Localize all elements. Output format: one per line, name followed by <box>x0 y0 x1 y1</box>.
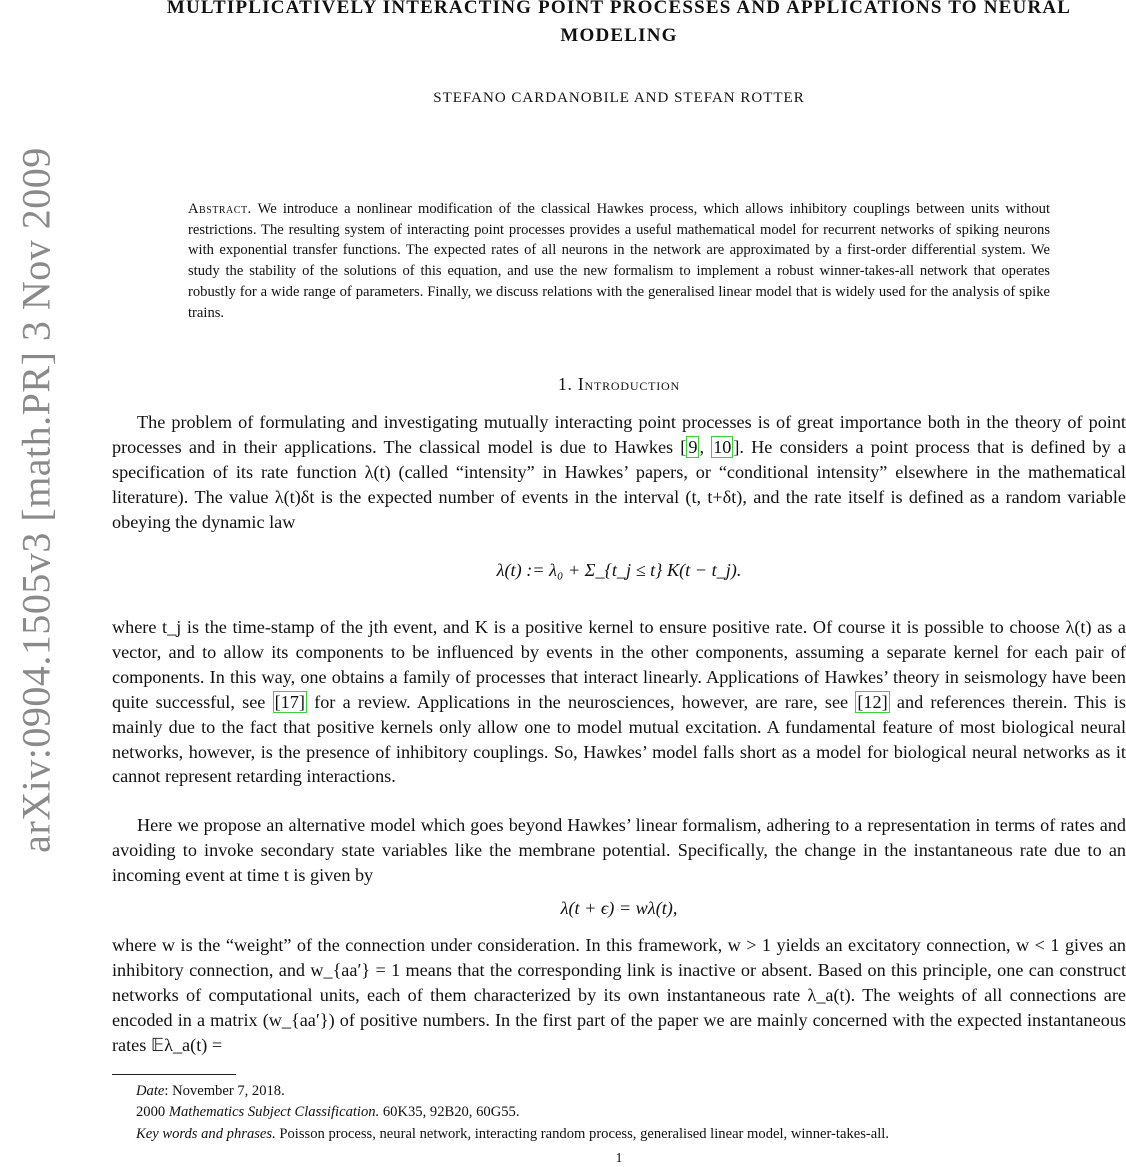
paragraph-1: The problem of formulating and investigating mutually interacting point processes is of great importance both in the theory of point processes and in their applications. The classical model is due to Hawkes [ 9 , 10 ]. He considers a point process that is defined by a specification of its rate function λ(t) (called “intensity” in Hawkes’ papers, or “conditional intensity” elsewhere in the mathematical literature). The value λ(t)δt is the expected number of events in the interval (t, t+δt), and the rate itself is defined as a random variable obeying the dynamic law <box>112 412 1126 532</box>
footnote-rule <box>112 1074 236 1075</box>
paragraph-2-mid: for a review. Applications in the neurosciences, however, are rare, see <box>306 691 856 712</box>
arxiv-identifier: arXiv:0904.1505v3 [math.PR] 3 Nov 2009 <box>13 147 59 853</box>
abstract-label: Abstract. <box>188 201 252 217</box>
section-number: 1. <box>557 374 573 394</box>
citation-12[interactable]: [12] <box>857 691 888 712</box>
paragraph-2 <box>112 615 1126 789</box>
paper-title: MULTIPLICATIVELY INTERACTING POINT PROCESSES AND APPLICATIONS TO NEURAL MODELING <box>166 0 1072 46</box>
equation-hawkes: λ(t) := λ₀ + Σ_{t_j ≤ t} K(t − t_j). <box>496 560 742 580</box>
footnote-date-label: Date <box>136 1083 165 1099</box>
citation-10[interactable]: 10 <box>713 436 732 457</box>
paragraph-3: Here we propose an alternative model which goes beyond Hawkes’ linear formalism, adhering to a representation in terms of rates and avoiding to invoke secondary state variables like the membrane potential. Specifically, the change in the instantaneous rate due to an incoming event at time t is given by <box>112 815 1126 885</box>
citation-17[interactable]: [17] <box>274 691 305 712</box>
footnote-keywords <box>136 1126 1126 1143</box>
paragraph-1-start: The problem of formulating and investigating mutually interacting point processes is of great importance both in the theory of point processes and in their applications. The classical model is due to Hawkes [ <box>112 412 1126 457</box>
citation-9[interactable]: 9 <box>688 436 698 457</box>
paper-authors: STEFANO CARDANOBILE AND STEFAN ROTTER <box>433 90 805 106</box>
paragraph-2-start: where t_j is the time-stamp of the jth event, and K is a positive kernel to ensure positive rate. Of course it is possible to choose λ(t) as a vector, and to allow its components to be influenced by events in the other components, assuming a separate kernel for each pair of components. In this way, one obtains a family of processes that interact linearly. Applications of Hawkes’ theory in seismology have been quite successful, see <box>112 617 1126 712</box>
footnote-date-value: : November 7, 2018. <box>164 1083 285 1099</box>
footnote-msc-year: 2000 <box>136 1104 169 1120</box>
page-number: 1 <box>615 1151 623 1166</box>
paragraph-4: where w is the “weight” of the connection under consideration. In this framework, w > 1 yields an excitatory connection, w < 1 gives an inhibitory connection, and w_{aa′} = 1 means that the corresponding link is inactive or absent. Based on this principle, one can construct networks of computational units, each of them characterized by its own instantaneous rate λ_a(t). The weights of all connections are encoded in a matrix (w_{aa′}) of positive numbers. In the first part of the paper we are mainly concerned with the expected instantaneous rates 𝔼λ_a(t) = <box>112 935 1126 1055</box>
footnote-keywords-label: Key words and phrases. <box>136 1126 276 1142</box>
footnote-msc <box>136 1104 1126 1121</box>
footnote-keywords-value: Poisson process, neural network, interacting random process, generalised linear model, winner-takes-all. <box>275 1126 889 1142</box>
footnote-msc-label: Mathematics Subject Classification. <box>168 1104 380 1120</box>
abstract <box>188 199 1050 323</box>
footnote-msc-value: 60K35, 92B20, 60G55. <box>379 1104 520 1120</box>
abstract-text: We introduce a nonlinear modification of the classical Hawkes process, which allows inhibitory couplings between units without restrictions. The resulting system of interacting point processes provides a useful mathematical model for recurrent networks of spiking neurons with exponential transfer functions. The expected rates of all neurons in the network are approximated by a first-order differential system. We study the stability of the solutions of this equation, and use the new formalism to implement a robust winner-takes-all network that operates robustly for a wide range of parameters. Finally, we discuss relations with the generalised linear model that is widely used for the analysis of spike trains. <box>188 201 1051 321</box>
paragraph-2-end: and references therein. This is mainly due to the fact that positive kernels only allow one to model mutual excitation. A fundamental feature of most biological neural networks, however, is the presence of inhibitory couplings. So, Hawkes’ model falls short as a model for biological neural networks as it cannot represent retarding interactions. <box>112 691 1126 787</box>
footnote-date <box>136 1083 1126 1100</box>
equation-multiplicative: λ(t + ϵ) = wλ(t), <box>560 898 678 918</box>
section-title: Introduction <box>577 374 680 394</box>
paragraph-1-end: ]. He considers a point process that is defined by a specification of its rate function λ(t) (called “intensity” in Hawkes’ papers, or “conditional intensity” elsewhere in the mathematical literature). The value λ(t)δt is the expected number of events in the interval (t, t+δt), and the rate itself is defined as a random variable obeying the dynamic law <box>112 436 1126 532</box>
section-heading <box>112 374 1126 395</box>
arxiv-sidebar <box>0 0 62 1165</box>
